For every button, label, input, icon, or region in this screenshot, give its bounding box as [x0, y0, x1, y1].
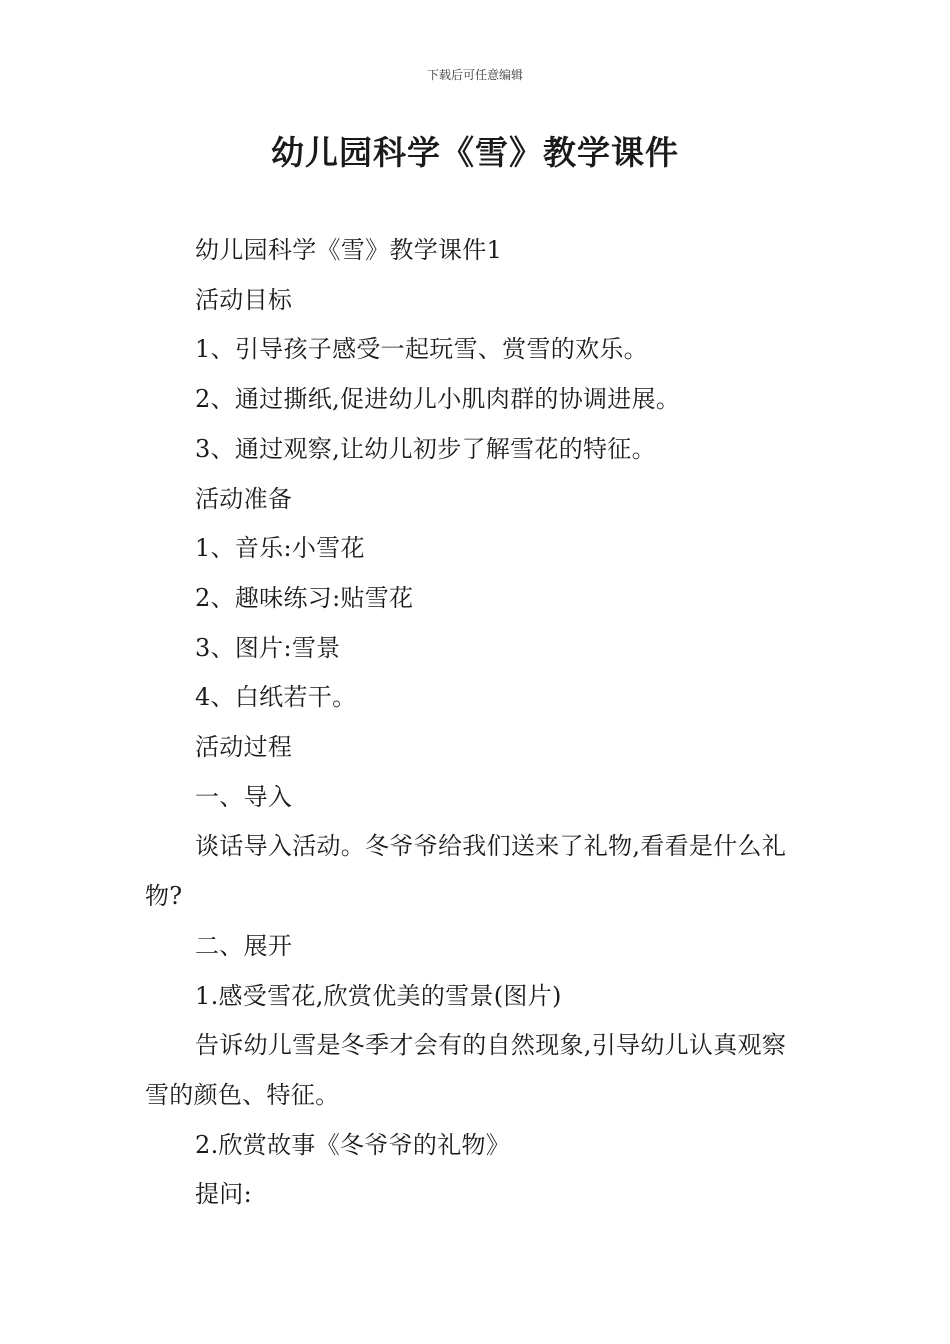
document-body — [145, 226, 810, 1220]
process-paragraph: 2.欣赏故事《冬爷爷的礼物》 — [195, 1130, 511, 1159]
process-paragraph: 1.感受雪花,欣赏优美的雪景(图片) — [195, 981, 562, 1010]
header-note: 下载后可任意编辑 — [426, 68, 523, 82]
process-paragraph: 谈话导入活动。冬爷爷给我们送来了礼物,看看是什么礼物? — [145, 832, 787, 911]
process-paragraph: 提问: — [195, 1180, 252, 1209]
section-heading-preparation: 活动准备 — [195, 484, 293, 513]
subtitle-paragraph: 幼儿园科学《雪》教学课件1 — [195, 236, 503, 264]
goal-item: 3、通过观察,让幼儿初步了解雪花的特征。 — [195, 434, 656, 463]
process-paragraph: 告诉幼儿雪是冬季才会有的自然现象,引导幼儿认真观察雪的颜色、特征。 — [145, 1031, 787, 1109]
section-heading-goals: 活动目标 — [195, 285, 293, 314]
section-heading-process: 活动过程 — [195, 733, 293, 762]
preparation-item: 2、趣味练习:贴雪花 — [195, 583, 414, 612]
process-step-heading: 二、展开 — [195, 931, 293, 960]
preparation-item: 1、音乐:小雪花 — [195, 534, 365, 563]
goal-item: 2、通过撕纸,促进幼儿小肌肉群的协调进展。 — [195, 385, 681, 414]
preparation-item: 3、图片:雪景 — [195, 633, 341, 662]
goal-item: 1、引导孩子感受一起玩雪、赏雪的欢乐。 — [195, 335, 648, 364]
preparation-item: 4、白纸若干。 — [195, 683, 357, 712]
document-title: 幼儿园科学《雪》教学课件 — [271, 133, 679, 172]
process-step-heading: 一、导入 — [195, 782, 293, 811]
